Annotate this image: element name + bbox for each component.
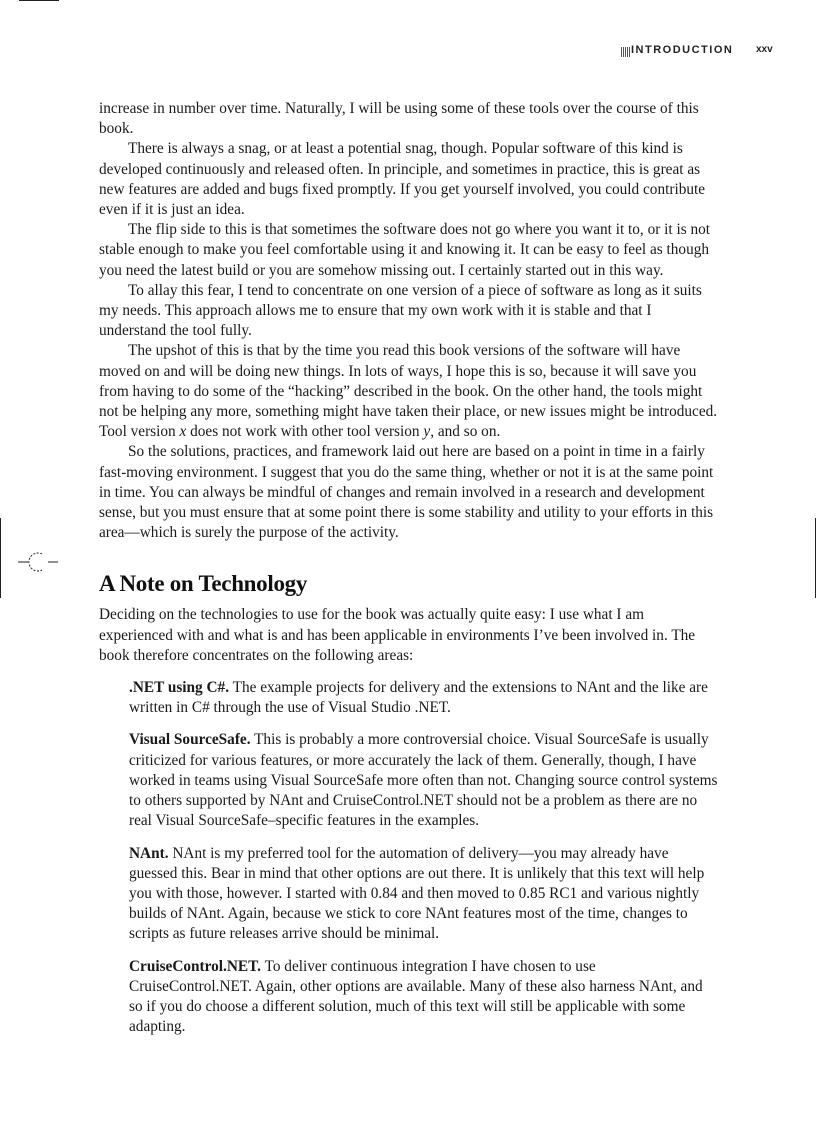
variable-x: x bbox=[179, 423, 187, 441]
list-item bbox=[129, 957, 719, 1038]
paragraph-3: The flip side to this is that sometimes the software does not go where you want it to, or it is not stable enough to make you feel comfortable using it and knowing it. It can be easy to feel as though you need the latest build or you are somehow missing out. I certainly started out in this way. bbox=[99, 221, 711, 279]
list-item-term: CruiseControl.NET. bbox=[129, 957, 262, 975]
paragraph-5-part-3: , and so on. bbox=[430, 423, 501, 441]
variable-y: y bbox=[423, 423, 431, 441]
section-intro: Deciding on the technologies to use for the book was actually quite easy: I use what I am experienced with and what is and has been applicable in environments I’ve been involved in. The book therefore concentrates on the following areas: bbox=[99, 606, 696, 664]
page-number: xxv bbox=[756, 44, 773, 55]
list-item-description: To deliver continuous integration I have chosen to use CruiseControl.NET. Again, other options are available. Many of these also harness NAnt, and so if you do choose a different solution, much of this text will still be applicable with some adapting. bbox=[129, 957, 703, 1036]
paragraph-5-part-1: The upshot of this is that by the time you read this book versions of the software will have moved on and will be doing new things. In lots of ways, I hope this is so, because it will save you from having to do some of the “hacking” described in the book. On the other hand, the tools might not be helping any more, something might have taken their place, or new issues might be introduced. Tool version bbox=[99, 342, 718, 441]
list-item-term: .NET using C#. bbox=[129, 679, 230, 697]
running-head-title: INTRODUCTION bbox=[631, 44, 734, 56]
list-item bbox=[129, 730, 719, 831]
paragraph-6: So the solutions, practices, and framework laid out here are based on a point in time in a fairly fast-moving environment. I suggest that you do the same thing, whether or not it is at the same point in time. You can always be mindful of changes and remain involved in a research and development sense, but you must ensure that at some point there is some stability and utility to your efforts in this area—which is surely the purpose of the activity. bbox=[99, 443, 714, 542]
list-item-term: NAnt. bbox=[129, 844, 169, 862]
section-heading: A Note on Technology bbox=[99, 571, 308, 597]
list-item bbox=[129, 844, 719, 945]
list-item bbox=[129, 678, 719, 718]
registration-mark-icon bbox=[18, 550, 58, 574]
crop-mark-left bbox=[0, 518, 1, 598]
list-item-term: Visual SourceSafe. bbox=[129, 731, 251, 749]
header-bars-icon bbox=[621, 47, 630, 57]
running-head bbox=[0, 44, 816, 60]
list-item-description: The example projects for delivery and the extensions to NAnt and the like are written in C# through the use of Visual Studio .NET. bbox=[129, 679, 708, 717]
paragraph-5 bbox=[99, 341, 719, 442]
technology-list bbox=[129, 678, 719, 1037]
list-item-description: NAnt is my preferred tool for the automation of delivery—you may already have guessed this. Bear in mind that other options are out there. It is unlikely that this text will help you with those, however. I started with 0.84 and then moved to 0.85 RC1 and various nightly builds of NAnt. Again, because we stick to core NAnt features most of the time, changes to scripts as future releases arrive should be minimal. bbox=[129, 844, 705, 943]
paragraph-5-part-2: does not work with other tool version bbox=[186, 423, 424, 441]
list-item-description: This is probably a more controversial choice. Visual SourceSafe is usually criticized for various features, or more accurately the lack of them. Generally, though, I have worked in teams using Visual SourceSafe more often than not. Changing source control systems to others supported by NAnt and CruiseControl.NET should not be a problem as there are no real Visual SourceSafe–specific features in the examples. bbox=[129, 731, 718, 830]
crop-mark-top bbox=[19, 0, 59, 1]
paragraph-4: To allay this fear, I tend to concentrate on one version of a piece of software as long as it suits my needs. This approach allows me to ensure that my own work with it is stable and that I understand the tool fully. bbox=[99, 281, 702, 340]
paragraph-2: There is always a snag, or at least a potential snag, though. Popular software of this kind is developed continuously and released often. In principle, and sometimes in practice, this is great as new features are added and bugs fixed promptly. If you get yourself involved, you could contribute even if it is just an idea. bbox=[99, 140, 706, 219]
body-text bbox=[99, 99, 719, 1049]
paragraph-1: increase in number over time. Naturally, I will be using some of these tools over the course of this book. bbox=[99, 100, 699, 138]
